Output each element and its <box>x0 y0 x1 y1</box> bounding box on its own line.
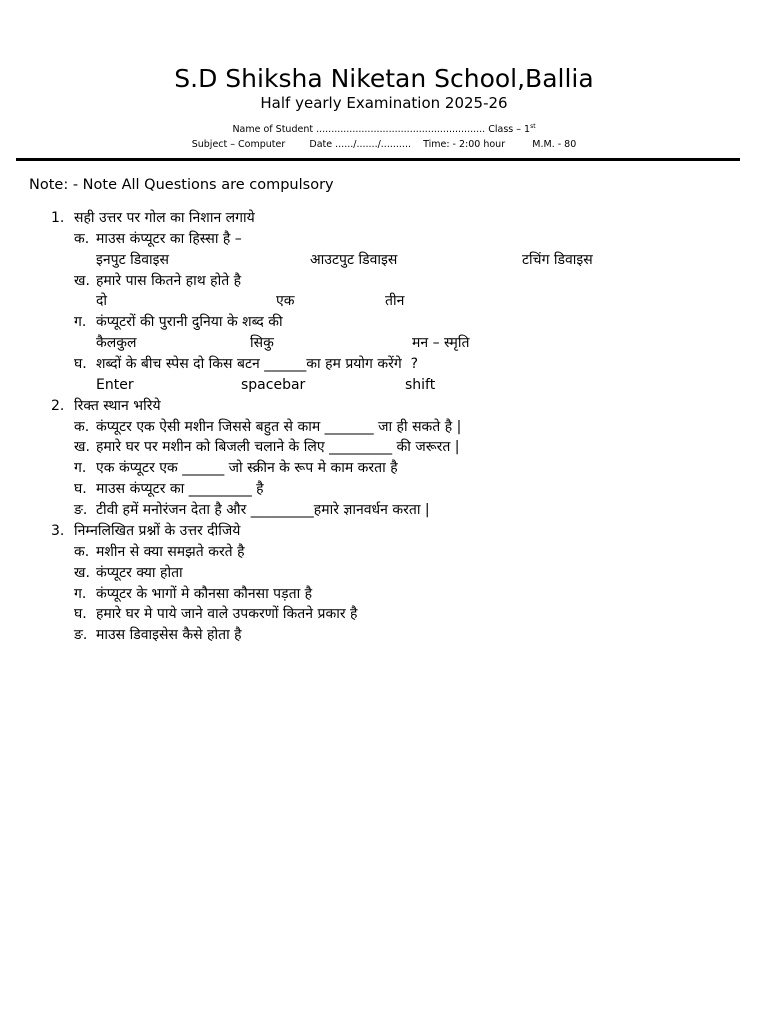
option: दो <box>96 293 108 309</box>
item-text: माउस डिवाइसेस कैसे होता है <box>96 627 242 643</box>
option: spacebar <box>241 377 306 393</box>
item-text: माउस कंप्यूटर का हिस्सा है – <box>96 231 242 247</box>
item-mark: घ. <box>74 481 87 497</box>
item-mark: घ. <box>74 356 87 372</box>
option: कैलकुल <box>96 335 137 351</box>
item-mark: ग. <box>74 586 87 602</box>
item-text: हमारे घर पर मशीन को बिजली चलाने के लिए _________ की जरूरत | <box>96 439 460 455</box>
option: मन – स्मृति <box>412 335 470 351</box>
item-text: कंप्यूटर एक ऐसी मशीन जिससे बहुत से काम _______ जा ही सकते है | <box>96 419 462 435</box>
class-suffix: st <box>530 123 536 130</box>
option: एक <box>276 293 295 309</box>
item-text: कंप्यूटर के भागों मे कौनसा कौनसा पड़ता है <box>96 586 313 602</box>
item-mark: ङ. <box>74 627 88 643</box>
item-mark: घ. <box>74 606 87 622</box>
student-prefix: Name of Student ........................................................ Class – 1 <box>232 124 531 136</box>
question-text: सही उत्तर पर गोल का निशान लगाये <box>74 210 255 226</box>
item-text: मशीन से क्या समझते करते है <box>96 544 245 560</box>
question-number: 1. <box>51 210 65 226</box>
item-mark: ग. <box>74 314 87 330</box>
item-mark: ङ. <box>74 502 88 518</box>
subject-line: Subject – Computer Date ....../......./.......... Time: - 2:00 hour M.M. - 80 <box>191 139 577 150</box>
question-number: 3. <box>51 523 65 539</box>
option: इनपुट डिवाइस <box>96 252 169 268</box>
note-text: Note: - Note All Questions are compulsory <box>29 177 334 193</box>
exam-title: Half yearly Examination 2025-26 <box>260 94 508 112</box>
option: shift <box>405 377 436 393</box>
item-mark: ख. <box>74 565 90 581</box>
student-name-line <box>0 121 768 136</box>
item-text: शब्दों के बीच स्पेस दो किस बटन ______का हम प्रयोग करेंगे ? <box>96 356 419 372</box>
item-mark: क. <box>74 231 90 247</box>
item-text: कंप्यूटरों की पुरानी दुनिया के शब्द की <box>96 314 283 330</box>
option: Enter <box>96 377 134 393</box>
item-mark: क. <box>74 419 90 435</box>
item-text: कंप्यूटर क्या होता <box>96 565 183 581</box>
question-text: रिक्त स्थान भरिये <box>74 398 161 414</box>
item-text: टीवी हमें मनोरंजन देता है और _________हमारे ज्ञानवर्धन करता | <box>96 502 430 518</box>
school-name: S.D Shiksha Niketan School,Ballia <box>174 64 594 93</box>
item-text: एक कंप्यूटर एक ______ जो स्क्रीन के रूप मे काम करता है <box>96 460 398 476</box>
question-text: निम्नलिखित प्रश्नों के उत्तर दीजिये <box>74 523 241 539</box>
question-number: 2. <box>51 398 65 414</box>
option: तीन <box>385 293 405 309</box>
option: सिकु <box>250 335 274 351</box>
item-mark: ख. <box>74 439 90 455</box>
item-mark: क. <box>74 544 90 560</box>
option: टचिंग डिवाइस <box>522 252 593 268</box>
header-divider <box>16 158 740 161</box>
item-text: हमारे घर मे पाये जाने वाले उपकरणों कितने प्रकार है <box>96 606 358 622</box>
option: आउटपुट डिवाइस <box>310 252 398 268</box>
item-text: माउस कंप्यूटर का _________ है <box>96 481 264 497</box>
item-mark: ग. <box>74 460 87 476</box>
item-text: हमारे पास कितने हाथ होते है <box>96 273 242 289</box>
item-mark: ख. <box>74 273 90 289</box>
